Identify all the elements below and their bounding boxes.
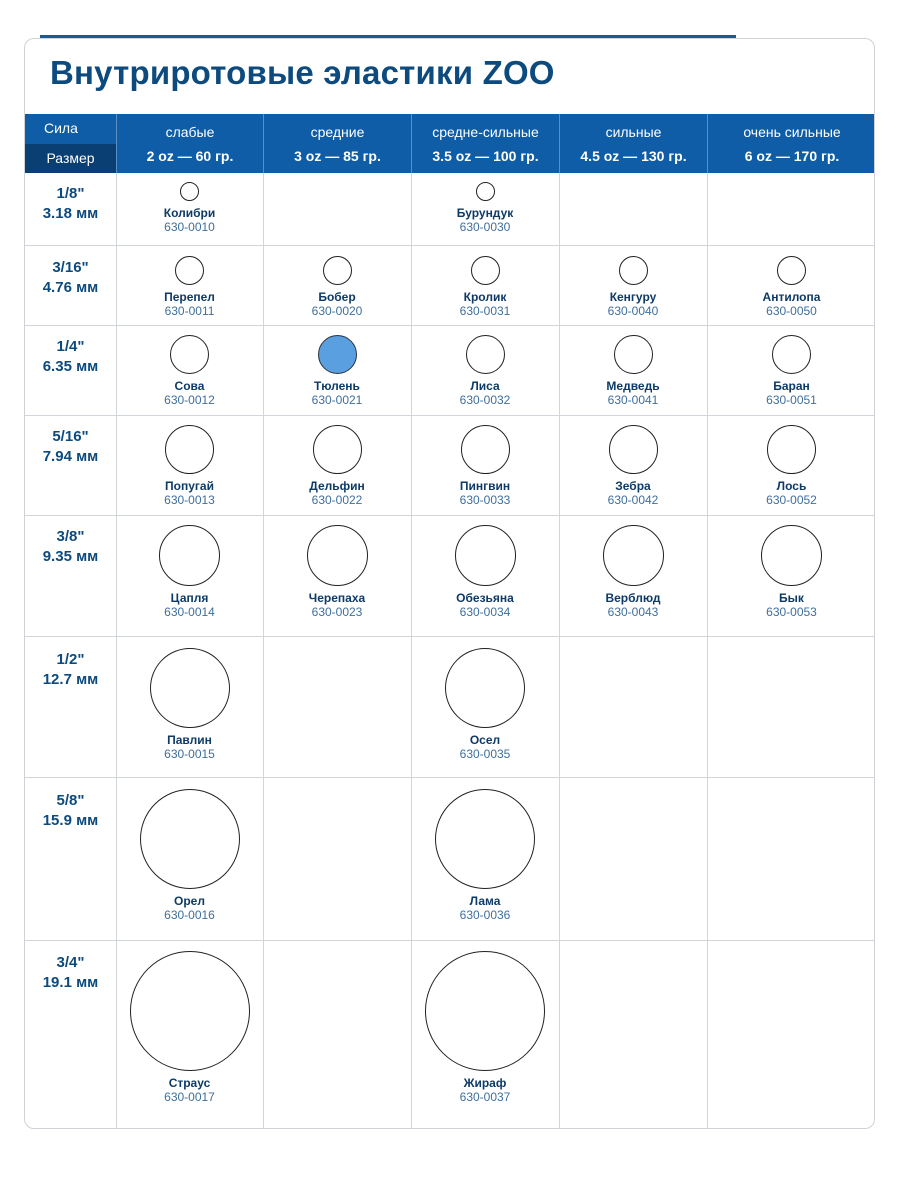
elastic-ring-icon <box>165 425 214 474</box>
elastic-cell[interactable] <box>559 325 707 415</box>
page-title: Внутриротовые эластики ZOO <box>50 54 555 91</box>
elastic-ring-icon <box>150 648 230 728</box>
elastic-cell[interactable] <box>559 245 707 325</box>
elastic-ring-icon <box>175 256 204 285</box>
elastic-code: 630-0012 <box>164 393 215 407</box>
size-label <box>25 427 116 467</box>
elastic-cell[interactable] <box>411 940 559 1129</box>
elastic-cell[interactable] <box>707 515 875 636</box>
elastic-cell[interactable] <box>116 636 263 777</box>
elastic-name: Тюлень <box>314 379 360 393</box>
elastic-ring-icon <box>140 789 240 889</box>
elastic-ring-icon <box>767 425 816 474</box>
elastic-cell[interactable] <box>116 415 263 515</box>
elastic-code: 630-0037 <box>459 1090 511 1104</box>
elastic-ring-icon <box>476 182 495 201</box>
elastic-name: Дельфин <box>309 479 365 493</box>
force-column-header <box>263 114 411 173</box>
elastic-code: 630-0051 <box>766 393 817 407</box>
elastic-cell[interactable] <box>411 325 559 415</box>
elastic-code: 630-0033 <box>459 493 511 507</box>
force-column-header <box>707 114 875 173</box>
size-mm: 12.7 мм <box>42 671 99 688</box>
elastic-cell[interactable] <box>263 245 411 325</box>
elastic-cell[interactable] <box>263 415 411 515</box>
size-mm: 15.9 мм <box>42 812 99 829</box>
force-weight: 6 oz — 170 гр. <box>744 148 840 164</box>
elastic-code: 630-0016 <box>164 908 215 922</box>
elastic-cell[interactable] <box>116 173 263 245</box>
size-mm: 9.35 мм <box>42 548 99 565</box>
elastic-ring-icon <box>425 951 545 1071</box>
force-column-header <box>411 114 559 173</box>
elastic-ring-icon <box>323 256 352 285</box>
elastic-cell[interactable] <box>116 325 263 415</box>
elastic-ring-icon <box>603 525 664 586</box>
elastic-name: Бобер <box>318 290 356 304</box>
elastic-code: 630-0013 <box>164 493 215 507</box>
size-inch: 3/4" <box>56 954 85 971</box>
elastic-name: Павлин <box>167 733 212 747</box>
elastic-cell[interactable] <box>263 325 411 415</box>
elastic-code: 630-0052 <box>766 493 817 507</box>
size-label <box>25 791 116 831</box>
elastic-name: Попугай <box>165 479 214 493</box>
elastic-name: Антилопа <box>762 290 821 304</box>
elastic-name: Лось <box>776 479 807 493</box>
elastic-code: 630-0036 <box>459 908 511 922</box>
elastic-code: 630-0050 <box>766 304 817 318</box>
elastic-code: 630-0040 <box>607 304 659 318</box>
elastic-code: 630-0035 <box>459 747 511 761</box>
elastic-name: Цапля <box>170 591 209 605</box>
force-weight: 4.5 oz — 130 гр. <box>580 148 687 164</box>
elastic-name: Жираф <box>463 1076 507 1090</box>
elastic-cell[interactable] <box>707 325 875 415</box>
elastic-name: Бурундук <box>456 206 514 220</box>
elastic-ring-icon <box>777 256 806 285</box>
size-label <box>25 337 116 377</box>
size-mm: 19.1 мм <box>42 974 99 991</box>
force-name: очень сильные <box>743 124 841 140</box>
elastic-ring-icon <box>180 182 199 201</box>
elastic-name: Баран <box>773 379 810 393</box>
elastic-name: Кенгуру <box>609 290 657 304</box>
elastics-chart-card <box>24 38 875 1129</box>
elastic-name: Медведь <box>606 379 660 393</box>
elastic-cell[interactable] <box>559 515 707 636</box>
elastic-code: 630-0015 <box>164 747 215 761</box>
elastic-cell[interactable] <box>263 515 411 636</box>
size-label <box>25 184 116 224</box>
table-header <box>25 114 875 173</box>
elastic-cell[interactable] <box>411 777 559 940</box>
elastic-ring-icon <box>614 335 653 374</box>
elastic-ring-icon <box>609 425 658 474</box>
force-column-header <box>559 114 707 173</box>
elastic-ring-icon <box>318 335 357 374</box>
elastic-ring-icon <box>461 425 510 474</box>
elastic-code: 630-0030 <box>459 220 511 234</box>
size-label <box>25 650 116 690</box>
elastic-cell[interactable] <box>411 636 559 777</box>
elastic-ring-icon <box>772 335 811 374</box>
elastic-code: 630-0031 <box>459 304 511 318</box>
elastic-code: 630-0017 <box>164 1090 215 1104</box>
elastic-name: Осел <box>469 733 501 747</box>
force-weight: 3.5 oz — 100 гр. <box>432 148 539 164</box>
elastic-code: 630-0041 <box>607 393 659 407</box>
force-name: средние <box>310 124 365 140</box>
elastic-name: Верблюд <box>605 591 661 605</box>
size-header-label: Размер <box>25 144 116 173</box>
size-inch: 1/8" <box>56 185 85 202</box>
elastic-name: Колибри <box>163 206 216 220</box>
size-mm: 4.76 мм <box>42 279 99 296</box>
elastic-name: Орел <box>174 894 205 908</box>
size-inch: 3/16" <box>52 259 89 276</box>
force-name: слабые <box>165 124 215 140</box>
size-mm: 7.94 мм <box>42 448 99 465</box>
size-label <box>25 258 116 298</box>
elastic-cell[interactable] <box>707 415 875 515</box>
size-inch: 1/4" <box>56 338 85 355</box>
force-name: средне-сильные <box>432 124 539 140</box>
elastic-name: Пингвин <box>459 479 511 493</box>
elastic-name: Зебра <box>615 479 651 493</box>
elastic-name: Лама <box>469 894 501 908</box>
elastic-ring-icon <box>471 256 500 285</box>
elastic-name: Страус <box>168 1076 211 1090</box>
elastic-cell[interactable] <box>411 515 559 636</box>
elastic-name: Перепел <box>164 290 215 304</box>
elastic-name: Сова <box>174 379 205 393</box>
elastic-code: 630-0010 <box>164 220 215 234</box>
elastic-cell[interactable] <box>116 245 263 325</box>
elastic-code: 630-0023 <box>311 605 363 619</box>
elastic-name: Кролик <box>463 290 507 304</box>
elastic-cell[interactable] <box>116 515 263 636</box>
elastic-code: 630-0020 <box>311 304 363 318</box>
elastic-name: Лиса <box>470 379 500 393</box>
size-mm: 6.35 мм <box>42 358 99 375</box>
elastic-ring-icon <box>445 648 525 728</box>
elastic-cell[interactable] <box>411 415 559 515</box>
size-mm: 3.18 мм <box>42 205 99 222</box>
force-column-header <box>116 114 263 173</box>
force-weight: 3 oz — 85 гр. <box>294 148 381 164</box>
elastic-ring-icon <box>455 525 516 586</box>
elastic-ring-icon <box>466 335 505 374</box>
elastic-cell[interactable] <box>411 173 559 245</box>
elastic-code: 630-0011 <box>164 304 215 318</box>
elastic-cell[interactable] <box>116 777 263 940</box>
elastic-code: 630-0021 <box>311 393 363 407</box>
elastic-ring-icon <box>170 335 209 374</box>
elastic-cell[interactable] <box>116 940 263 1129</box>
size-inch: 1/2" <box>56 651 85 668</box>
elastic-cell[interactable] <box>411 245 559 325</box>
elastic-name: Бык <box>779 591 804 605</box>
elastic-name: Черепаха <box>308 591 366 605</box>
elastic-ring-icon <box>159 525 220 586</box>
elastic-ring-icon <box>761 525 822 586</box>
elastic-ring-icon <box>130 951 250 1071</box>
elastic-cell[interactable] <box>559 415 707 515</box>
elastic-cell[interactable] <box>707 245 875 325</box>
elastic-code: 630-0043 <box>607 605 659 619</box>
elastic-code: 630-0014 <box>164 605 215 619</box>
elastic-ring-icon <box>307 525 368 586</box>
force-header-label: Сила <box>44 120 78 136</box>
force-name: сильные <box>605 124 662 140</box>
elastic-code: 630-0053 <box>766 605 817 619</box>
elastic-ring-icon <box>435 789 535 889</box>
elastic-name: Обезьяна <box>456 591 514 605</box>
elastic-ring-icon <box>313 425 362 474</box>
size-inch: 5/8" <box>56 792 85 809</box>
size-inch: 3/8" <box>56 528 85 545</box>
force-weight: 2 oz — 60 гр. <box>146 148 234 164</box>
size-inch: 5/16" <box>52 428 89 445</box>
size-label <box>25 953 116 993</box>
elastic-ring-icon <box>619 256 648 285</box>
elastic-code: 630-0042 <box>607 493 659 507</box>
size-label <box>25 527 116 567</box>
elastic-code: 630-0032 <box>459 393 511 407</box>
elastic-code: 630-0034 <box>459 605 511 619</box>
elastic-code: 630-0022 <box>311 493 363 507</box>
